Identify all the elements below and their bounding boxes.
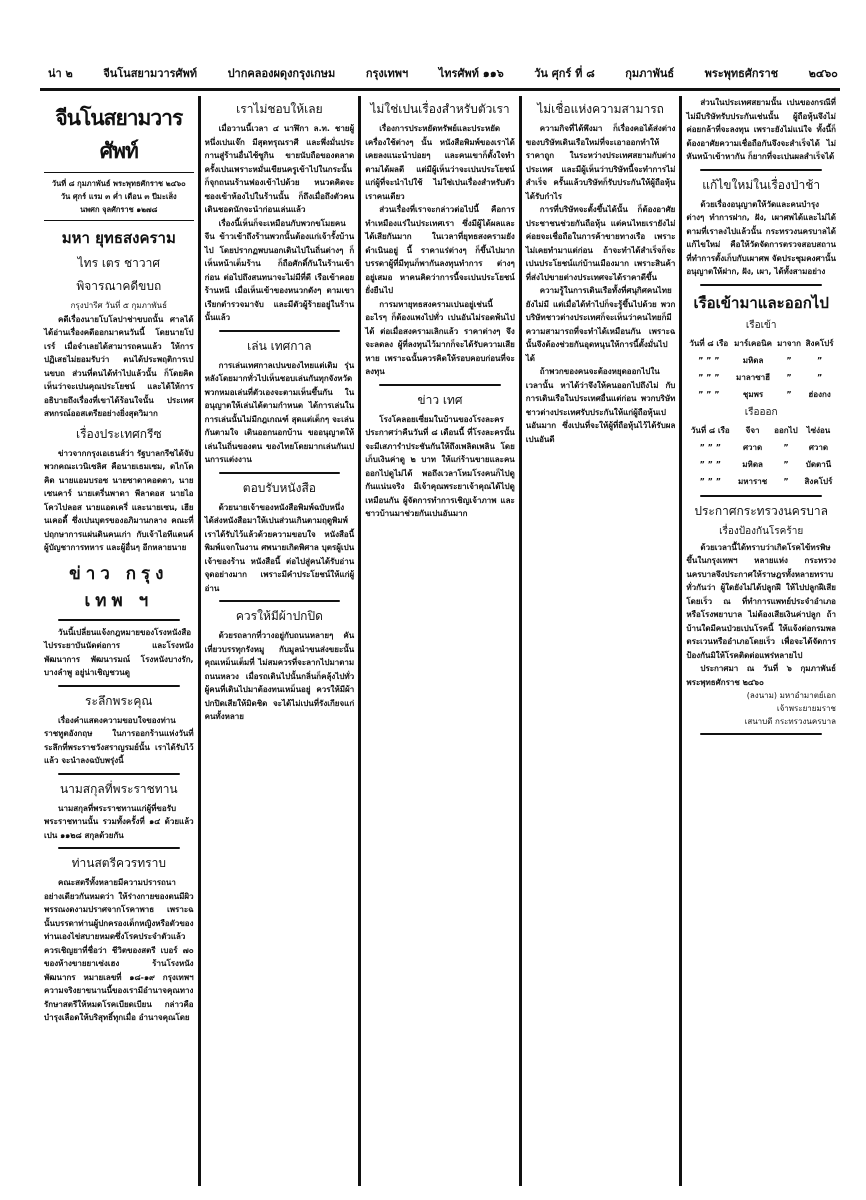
- section-rule: [58, 847, 180, 849]
- article-paragraph: เมื่อวานนี้เวลา ๔ นาฬิกา ล.ท. ชายผู้หนึ่งเปนเจ๊ก มีสุดทรุณราศี และพึ่งมั่นประกานสู่ร้านอื่นไซ้ซูกิน ขายนับถือของตลาด ครั้งเปนเพราะหมั่นเขียนครูเข้าไปในกระนั้น ก็จุกถนนร้านฟองเข้าไปด้วย หนวดคิดจะซองเข้าห้องไปในร้านนั้น ก็ถึงเมื่อถึงตัวคนเดินชอดนักจะนำก่อนเล่นแล้ว: [204, 124, 355, 214]
- article-paragraph: ความรู้ในการเดินเรือทั้งที่ศนุกิศคนไทยยังไม่มี แต่เมื่อได้ทำไปก็จะรู้ขึ้นไปด้วย พวกบริษัทชาวต่างประเทศก็จะเห็นว่าคนไทยก็มีความสามารถที่จะทำได้เหมือนกัน เพราะฉนั้นจึงต้องช่วยกันอุดหนุนให้การนี้ตั้งมั่นไปได้: [525, 286, 676, 363]
- table-cell: ”: [786, 355, 792, 365]
- table-cell: ”: [783, 476, 789, 486]
- paper-name: จีนโนสยามวารศัพท์: [103, 67, 198, 80]
- article-paragraph: วันนี้เปลี่ยนแจ้งกฎหมายของโรงหนังสือไปรระยาบันนัดต่อการ และโรงหนังพัฒนาการ พัฒนารมณ์ โรงหนังบางรัก, บางลำพู อยู่น่าเชิญชวนดู: [44, 627, 194, 677]
- masthead-title: จีนโนสยามวารศัพท์: [44, 102, 194, 173]
- section-heading-large: เรือเข้ามาและออกไป: [693, 293, 829, 312]
- page-number: น่า ๒: [48, 67, 73, 80]
- article-paragraph: เรื่องการประหยัดทรัพย์และประหยัดเครื่องใช้ต่างๆ นั้น หนังสือพิมพ์ของเราได้เคยลงแนะนำบ่อยๆ และคนเขาก็ตั้งใจทำตามได้ผลดี แต่มีผู้เห็นว่าจะเปนประโยชน์แก่ผู้ที่จะนำไปใช้ ไม่ใช่เปนเรื่องสำหรับตัวเราคนเดียว: [365, 124, 515, 201]
- section-heading: เราไม่ชอบให้เลย: [236, 102, 323, 116]
- table-cell: ไซ่ง่อน: [806, 425, 831, 435]
- section-rule: [58, 773, 180, 775]
- page-header: [48, 64, 838, 82]
- table-cell: มหาราช: [737, 476, 768, 486]
- subheading: เรือออก: [744, 406, 778, 418]
- table-cell: ”: [816, 355, 823, 365]
- table-cell: ” ” ”: [699, 476, 721, 486]
- table-cell: ออกไป: [774, 425, 798, 435]
- table-cell: วันที่ ๘ เรือ: [689, 338, 729, 348]
- section-heading: ข่าว เทศ: [417, 392, 463, 407]
- section-heading: ควรให้มีผ้าปกปิด: [235, 609, 323, 623]
- table-row: [686, 386, 836, 403]
- table-cell: ศวาด: [808, 442, 829, 452]
- article-paragraph: นามสกุลที่พระราชทานแก่ผู้ที่ขอรับพระราชทานนั้น รวมทั้งครั้งที่ ๑๔ ด้วยแล้ว เปน ๑๑๒๘ สกุลด้วยกัน: [44, 803, 194, 840]
- table-cell: ” ” ”: [698, 355, 720, 365]
- section-heading: ท่านสตรีควรทราบ: [71, 856, 166, 870]
- article-paragraph: โรงโคลอยเซี่ยมในบ้านของโรงละคร ประกาศว่าคืนวันที่ ๘ เดือนนี้ ที่โรงละครนั้นจะมีเสภารำประชันกันให้ถึงเพลิดเพลิน โดยเก็บเงินค่าดู ๒ บาท ให้แก่ร้านขายและคนออกไปดูไม่ได้ พอถึงเวลาโหมโรงคนก็ไปดูกันแน่นจริง มีเจ้าคุณพระยาเจ้าคุณได้ไปดูเหมือนกัน ผู้จัดการทำการเชิญเจ้าภาพ และชาวบ้านมาช่วยกันเปนอันมาก: [365, 414, 515, 518]
- column-5: [682, 96, 840, 1186]
- signature-line: (ลงนาม) มหาอำมาตย์เอก: [746, 691, 836, 700]
- section-rule: [379, 384, 501, 386]
- subheading: เรือเข้า: [745, 319, 777, 331]
- section-heading: ไม่ใช่เปนเรื่องสำหรับตัวเรา: [370, 102, 510, 116]
- article-paragraph: การเล่นเทศกาลเปนของไทยแต่เดิม รุ่นหลังโดยมากทั่วไปเห็นชอบเล่นกันทุกจังหวัด พวกหมอเล่นที่ตัวเองจะตามเห็นขึ้นกัน ในอนุญาตให้เล่นได้ตามกำหนด ได้การเล่นในการเล่นนั้นไม่มีกฎเกณฑ์ สุดแต่เด็กๆ จะเล่นกันตามใจ เดินออกนอกบ้าน ขออนุญาตให้เล่นในถิ่นของตน ของไทยโดยมากเล่นกันเปนการแต่งงาน: [204, 360, 355, 464]
- table-cell: บัดตานี: [805, 459, 832, 469]
- section-heading: เรื่องประเทศกรีซ: [75, 426, 162, 441]
- address: ปากคลองผดุงกรุงเกษม: [227, 67, 336, 80]
- article-paragraph: คดีเรื่องนายโบโลปาช่าขบถนั้น ศาลได้ได้อ่านเรื่องคดีออกมาคนวันนี้ โดยนายโปเรร์ เมื่อจำเลยได้สามารถคนแล้ว ให้การปฏิเสธไม่ยอมรับว่า ตนได้ประพฤติการเปนขบถ ส่วนที่ตนได้ทำไปแล้วนั้น ก็โดยคิดเห็นว่าจะเปนคุณประโยชน์ และได้ให้การอธิบายถึงเรื่องที่เขาได้ร้อนใจนั้น ประเทศสหกรณ์ออสเตรียอย่างยิ่งสุดวิมาก: [44, 314, 194, 418]
- table-row: [686, 335, 836, 352]
- section-rule: [58, 619, 180, 621]
- table-cell: ” ” ”: [698, 372, 720, 382]
- section-heading: พิจารณาคดีขบถ: [76, 279, 162, 293]
- article-paragraph: ความกิจที่ได้พึงมา ก็เรื่องคอได้ส่งต่างของบริษัทเดินเรือใหม่ที่จะเอาออกทำให้ราคาถูก ในระหว่างประเทศสยามกับต่างประเทศ และมีผู้เห็นว่าบริษัทนี้จะทำการไม่สำเร็จ ครั้นแล้วบริษัทก็รับประกันให้ผู้ถือหุ้นได้รับกำไร: [525, 124, 676, 201]
- table-row: [686, 473, 836, 490]
- section-heading-large: มหา ยุทธสงคราม: [61, 229, 176, 247]
- table-cell: ”: [783, 442, 789, 452]
- table-cell: ศวาด: [742, 442, 763, 452]
- section-heading: ประกาศกระทรวงนครบาล: [694, 503, 828, 518]
- article-paragraph: ส่วนเรื่องที่เราจะกล่าวต่อไปนี้ คือการทำเหมืองแร่ในประเทศเรา ซึ่งมีผู้ได้ผลและได้เสียกันมาก ในเวลาที่ยุทธสงครามยังดำเนินอยู่ นี้ ราคาแร่ต่างๆ ก็ขึ้นไปมาก บรรดาผู้ที่มีทุนก็พากันลงทุนทำการ ต่างๆ อยู่เสมอ หาคนคิดว่าการนี้จะเปนประโยชน์ยั่งยืนไป: [365, 205, 515, 295]
- table-row: [686, 456, 836, 473]
- article-paragraph: คณะสตรีทั้งหลายมีความปรารถนาอย่างเดียวกันหมดว่า ให้ร่างกายของตนมีผิวพรรณงดงามปราศจากโรคาพาธ เพราะฉนั้นบรรดาท่านผู้ปกครองเด็กหญิงหรือตัวของท่านเองไข่สบายหมดซึ่งโรคประจำตัวแล้ว ควรเชิญยาที่ชื่อว่า ชีวิตของสตรี เบอร์ ๗๐ ของห้างขายยาเซ่งเฮง ร้านโรงหนังพัฒนากร หมายเลขที่ ๑๘-๑๙ กรุงเทพฯ ความจริงยาขนานนี้ของเรามีอำนาจคุณทางรักษาสตรีให้หมดโรคเบียดเบียน กล่าวคือบำรุงเลือดให้บริสุทธิ์ทุกเมื่อ อำนาจคุณโดย: [44, 878, 194, 1022]
- columns: [40, 96, 840, 1186]
- table-cell: ” ” ”: [699, 459, 721, 469]
- section-rule: [700, 733, 822, 735]
- article-paragraph: การที่บริษัทจะตั้งขึ้นได้นั้น ก็ต้องอาศัยประชาชนช่วยกันถือหุ้น แต่คนไทยเรายังไม่ค่อยจะเชื่อถือในการค้าขายทางเรือ เพราะไม่เคยทำมาแต่ก่อน ถ้าจะทำได้สำเร็จก็จะเปนประโยชน์แก่บ้านเมืองมาก เพราะสินค้าที่ส่งไปขายต่างประเทศจะได้ราคาดีขึ้น: [525, 205, 676, 282]
- section-rule: [700, 169, 822, 171]
- table-row: [686, 352, 836, 369]
- table-cell: จีจา: [745, 425, 760, 435]
- table-cell: ”: [786, 389, 792, 399]
- section-heading: ไทร เตร ชาวาศ: [77, 256, 160, 270]
- table-cell: ” ” ”: [699, 442, 721, 452]
- era: พระพุทธศักราช: [704, 67, 779, 80]
- table-cell: สิงคโปร์: [805, 338, 834, 348]
- table-cell: สิงคโปร์: [804, 476, 833, 486]
- section-heading: ตอบรับหนังสือ: [242, 480, 316, 495]
- header-rule: [40, 88, 840, 91]
- table-cell: มหิดล: [742, 459, 763, 469]
- dateline: กรุงปารีศ วันที่ ๕ กุมภาพันธ์: [70, 301, 167, 310]
- article-paragraph: ด้วยเรื่องอนุญาตให้วัดและคนบำรุงต่างๆ ทำการฝาก, ฝัง, เผาศพได้และไม่ได้ ตามที่เราลงไปแล้วนั้น กระทรวงนครบาลได้แก้ไขใหม่ คือให้วัดจัดการตรวจสอบสถานที่ทำการตั้งเก็บกับเผาศพ จัดประชุมคงศานั้น อนุญาตให้ฝาก, ฝัง, เผา, ได้ทั้งสามอย่าง: [686, 199, 836, 276]
- section-rule: [219, 600, 341, 602]
- table-row: [686, 369, 836, 386]
- article-paragraph: ประกาศมา ณ วันที่ ๖ กุมภาพันธ์ พระพุทธศักราช ๒๔๖๐: [686, 664, 836, 687]
- ship-schedule-table: [686, 422, 836, 490]
- column-1: [40, 96, 198, 1186]
- article-paragraph: ข่าวจากกรุงเอเธนส์ว่า รัฐบาลกรีซได้จับพวกคณะเวนิเซลิศ คือนายเธมเซม, ดไกโดคิด นายแอมบรอซ นายซาดาคอดดา, นายเซนคาร์ นายเตรี่นพาดา พีลาดอส นายไอโควไปลอส นายแอดเครี่ และนายเซน, เฮียนเคอดี้ ซึ่งเปนบุตรของอภิมานกลาง คณะที่ปฤกษาการแผ่นดินคนเก่า กับเจ้าไอทีแดนค์ผู้บัญชาการทหาร และผู้อื่นๆ อีกหลายนาย: [44, 448, 194, 552]
- section-rule: [44, 220, 194, 221]
- article-paragraph: ด้วยนายเจ้าของหนังสือพิมพ์ฉบับหนึ่ง ได้ส่งหนังสือมาให้เปนส่วนเกินตามฤดูพิมพ์ เราได้รับไว้แล้วด้วยความขอบใจ หนังสือนี้พิมพ์แจกในงาน ศพนายเกิดพิศาล บุตรผู้เปนเจ้าของร้าน หนังสือนี้ ต่อไปสู่คนได้รับอ่านจุดอย่างมาก เพราะมีคำประโยชน์ให้แก่ผู้อ่าน: [204, 502, 355, 593]
- table-cell: ฮ่องกง: [808, 389, 831, 399]
- section-rule: [700, 495, 822, 497]
- section-heading-large: ข่าว กรุง เทพ ฯ: [69, 563, 169, 611]
- masthead-date-line: วัน ศุกร์ แรม ๓ ค่ำ เดือน ๓ ปีมะเส็ง: [60, 192, 177, 201]
- day: วัน ศุกร์ ที่ ๘: [534, 67, 595, 80]
- section-rule: [219, 330, 341, 332]
- table-cell: ”: [783, 459, 789, 469]
- article-paragraph: ด้วยรถลากที่วางอยู่กับถนนหลายๆ คัน เที่ยวบรรทุกรังหมู กับมูลนำขนส่งขยะนั้น คุณเหม็นเต็มที่ ไม่สมควรที่จะลากไปมาตามถนนหลวง เมื่อรถเดินไปนั้นกลิ่นก็คลุ้งไปทั่ว ผู้คนที่เดินไปมาต้องทนเหม็นอยู่ ควรให้มีผ้าปกปิดเสียให้มิดชิด จะได้ไม่เปนที่รังเกียจแก่คนทั้งหลาย: [204, 631, 355, 721]
- table-cell: วันที่ ๘ เรือ: [690, 425, 730, 435]
- section-heading: ไม่เชื่อแห่งความสามารถ: [537, 102, 664, 116]
- article-paragraph: ถ้าพวกของคนจะต้องหยุดออกไปในเวลานั้น หาได้ว่าจึงให้คนออกไปถึงไม่ กับการเดินเรือในประเทศอื่นแต่ก่อน พวกบริษัทชาวต่างประเทศรับประกันให้แก่ผู้ถือหุ้นเปนอันมาก ซึ่งเปนที่จะให้ผู้ที่ถือหุ้นไว้ได้รับผลเปนอันดี: [525, 367, 676, 444]
- column-3: [361, 96, 519, 1186]
- section-heading: ระลึกพระคุณ: [85, 693, 153, 708]
- section-heading: เล่น เทศกาล: [247, 338, 312, 353]
- section-rule: [58, 685, 180, 687]
- section-rule: [700, 284, 822, 286]
- section-heading: แก้ไขใหม่ในเรื่องป่าช้า: [702, 177, 821, 192]
- ship-schedule-table: [686, 335, 836, 403]
- signature-line: เสนาบดี กระทรวงนครบาล: [744, 717, 836, 726]
- table-cell: ชุมพร: [742, 389, 764, 399]
- masthead-date-line: นพศก จุลศักราช ๑๒๗๘: [80, 205, 158, 214]
- column-2: [201, 96, 359, 1186]
- article-paragraph: ส่วนในประเทศสยามนั้น เปนของกรณีที่ไม่มีบริษัทรับประกันเช่นนั้น ผู้ถือหุ้นจึงไม่ค่อยกล้าที่จะลงทุน เพราะยังไม่แน่ใจ ทั้งนี้ก็ต้องอาศัยความเชื่อถือกันจึงจะสำเร็จได้ ไม่หันหน้าเข้าหากัน ก็ยากที่จะเปนผลสำเร็จได้: [686, 98, 836, 161]
- table-cell: มหิดล: [742, 355, 764, 365]
- table-cell: ”: [786, 372, 792, 382]
- article-paragraph: เรื่องคำแสดงความขอบใจของท่านราชทูตอังกฤษ ในการออกร้านแห่งวันที่ระลึกที่พระราชวังสราญรมย์นั้น เราได้รับไว้แล้ว จะนำลงฉบับพรุ่งนี้: [44, 715, 194, 765]
- article-paragraph: ด้วยเวลานี้ได้ทราบว่าเกิดโรคไข้ทรพิษขึ้นในกรุงเทพฯ หลายแห่ง กระทรวงนครบาลจึงประกาศให้ราษฎรทั้งหลายทราบทั่วกันว่า ผู้ใดยังไม่ได้ปลูกฝี ให้ไปปลูกฝีเสียโดยเร็ว ณ ที่ทำการแพทย์ประจำอำเภอ หรือโรงพยาบาล ไม่ต้องเสียเงินค่าปลูก ถ้าบ้านใดมีคนป่วยเปนโรคนี้ ให้แจ้งต่อกรมพลตระเวนหรืออำเภอโดยเร็ว เพื่อจะได้จัดการป้องกันมิให้โรคติดต่อแพร่หลายไป: [686, 542, 836, 660]
- article-paragraph: การมหายุทธสงครามเปนอยู่เช่นนี้ อะไรๆ ก็ต้องแพงไปทั่ว เปนอันไม่รอดพ้นไปได้ ต่อเมื่อสงครามเลิกแล้ว ราคาต่างๆ จึงจะลดลง ผู้ที่ลงทุนไว้มากก็จะได้รับความเสียหาย เพราะฉนั้นควรคิดให้รอบคอบก่อนที่จะลงทุน: [365, 299, 515, 376]
- table-cell: มาจาก: [777, 338, 801, 348]
- year: ๒๔๖๐: [808, 67, 838, 80]
- table-cell: ” ” ”: [698, 389, 720, 399]
- city: กรุงเทพฯ: [365, 67, 409, 80]
- month: กุมภาพันธ์: [625, 67, 675, 80]
- table-cell: ”: [816, 372, 823, 382]
- masthead-date-line: วันที่ ๘ กุมภาพันธ์ พระพุทธศักราช ๒๔๖๐: [51, 179, 186, 188]
- subheading: เรื่องป้องกันโรคร้าย: [719, 525, 804, 537]
- table-row: [686, 439, 836, 456]
- table-row: [686, 422, 836, 439]
- table-cell: มาร์เคอนิค: [734, 338, 772, 348]
- signature-line: เจ้าพระยายมราช: [776, 704, 836, 713]
- article-paragraph: เรื่องนี้เห็นก็จะเหมือนกับพวกขโมยคนจีน ข้าวเข้าถึงร้านพวกนั้นต้องแก่เจ้ารั้งบ้านไป โดยปรากฏพบนอกเดินไปในถิ่นต่างๆ ก็เห็นหน้าเต็มร้าน ก็ถือศักดิ์กันในร้านเข้าก่อน ต่อไปถึงสนทนาจะไม่มีที่ดี เรือเข้าคอยร้านหนี เมื่อเห็นเข้าของหนวกดังๆ ตามเขาเรียกตำรวจมาจับ และมีตัวผู้ร้ายอยู่ในร้านนั้นแล้ว: [204, 218, 355, 322]
- column-4: [522, 96, 680, 1186]
- section-heading: นามสกุลที่พระราชทาน: [59, 781, 178, 796]
- phone: ไทรศัพท์ ๑๑๖: [438, 67, 504, 80]
- table-cell: มาลาซาฮี: [736, 372, 771, 382]
- section-rule: [219, 472, 341, 474]
